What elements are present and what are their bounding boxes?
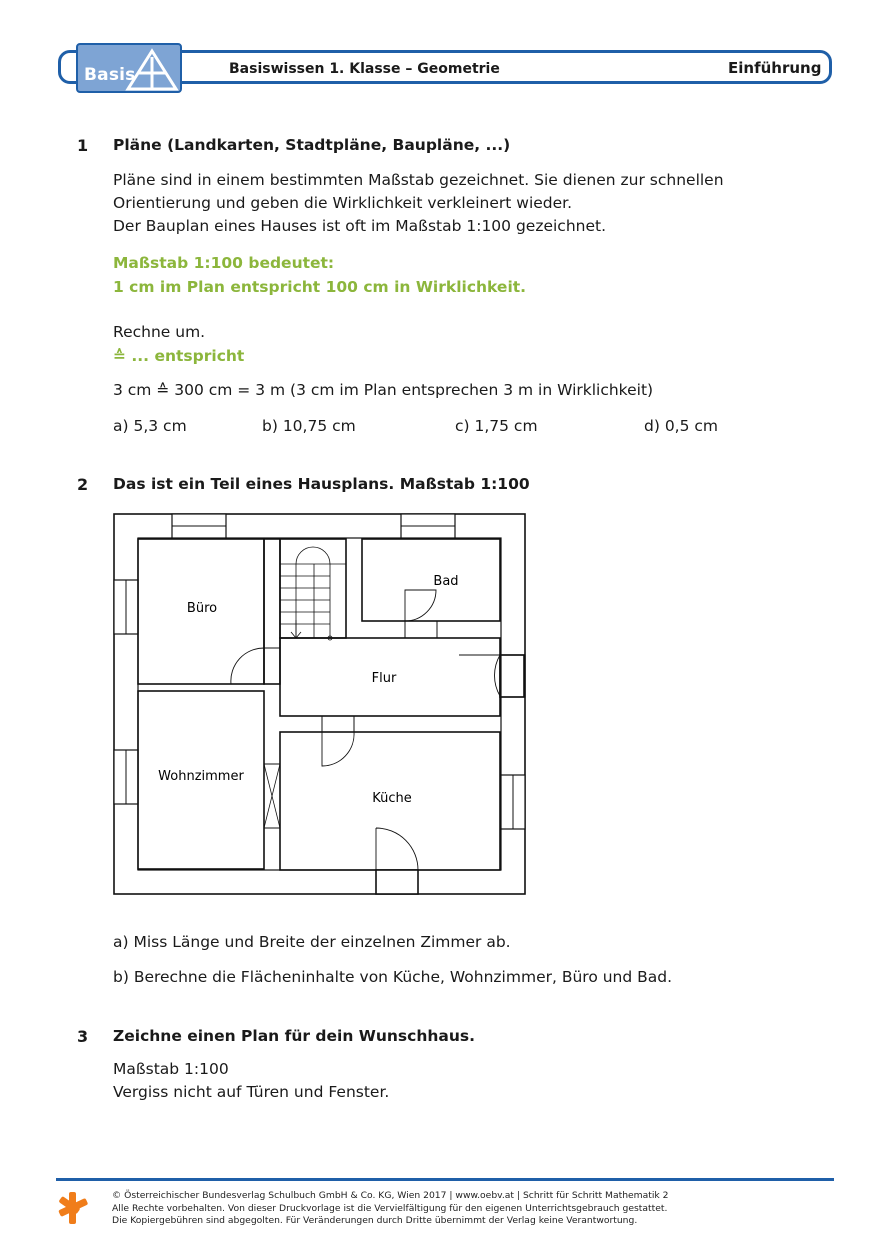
room-label-buero: Büro (186, 601, 218, 616)
scale-highlight (113, 251, 526, 299)
exercise-c: c) 1,75 cm (455, 417, 538, 435)
task-2-number: 2 (77, 475, 89, 494)
intro-line: Orientierung und geben die Wirklichkeit verkleinert wieder. (113, 194, 573, 212)
oebv-star-icon (56, 1190, 90, 1226)
task-3-line: Vergiss nicht auf Türen und Fenster. (113, 1083, 390, 1101)
task-2-heading: Das ist ein Teil eines Hausplans. Maßstab 1:100 (113, 475, 530, 493)
floor-plan (100, 500, 540, 910)
convert-label: Rechne um. (113, 323, 206, 341)
symbol-meaning: ... entspricht (131, 347, 245, 365)
intro-line: Pläne sind in einem bestimmten Maßstab gezeichnet. Sie dienen zur schnellen (113, 171, 724, 189)
task-1-intro (113, 169, 724, 238)
task-3-number: 3 (77, 1027, 89, 1046)
room-label-kueche: Küche (372, 791, 412, 806)
task-3-heading: Zeichne einen Plan für dein Wunschhaus. (113, 1027, 476, 1045)
exercise-d: d) 0,5 cm (644, 417, 719, 435)
symbol-legend (113, 344, 244, 368)
room-label-wohnzimmer: Wohnzimmer (158, 769, 244, 784)
exercise-a: a) 5,3 cm (113, 417, 187, 435)
task-1-heading: Pläne (Landkarten, Stadtpläne, Baupläne, ...) (113, 136, 511, 154)
example-line: 3 cm ≙ 300 cm = 3 m (3 cm im Plan entsprechen 3 m in Wirklichkeit) (113, 381, 654, 399)
task-3-body (113, 1058, 389, 1104)
intro-line: Der Bauplan eines Hauses ist oft im Maßstab 1:100 gezeichnet. (113, 217, 607, 235)
basis-logo (76, 43, 182, 93)
page-title: Basiswissen 1. Klasse – Geometrie (229, 61, 500, 77)
logo-text: Basis (84, 65, 136, 85)
footer-line: Alle Rechte vorbehalten. Von dieser Druckvorlage ist die Vervielfältigung für den eigenen Unterrichtsgebrauch gestattet. (112, 1202, 668, 1214)
task-3-line: Maßstab 1:100 (113, 1060, 229, 1078)
section-label: Einführung (728, 59, 822, 77)
room-label-flur: Flur (371, 671, 397, 686)
task-2-question-b: b) Berechne die Flächeninhalte von Küche, Wohnzimmer, Büro und Bad. (113, 968, 673, 986)
highlight-line: Maßstab 1:100 bedeutet: (113, 254, 335, 272)
highlight-line: 1 cm im Plan entspricht 100 cm in Wirklichkeit. (113, 278, 527, 296)
footer-divider (56, 1178, 834, 1181)
task-1-number: 1 (77, 136, 89, 155)
task-2-question-a: a) Miss Länge und Breite der einzelnen Zimmer ab. (113, 933, 511, 951)
footer-line: Die Kopiergebühren sind abgegolten. Für Veränderungen durch Dritte übernimmt der Verlag keine Verantwortung. (112, 1215, 638, 1226)
footer-copyright (112, 1190, 669, 1228)
footer-line: © Österreichischer Bundesverlag Schulbuch GmbH & Co. KG, Wien 2017 | www.oebv.at | Schritt für Schritt Mathematik 2 (112, 1190, 669, 1201)
room-label-bad: Bad (433, 574, 459, 589)
corresponds-symbol: ≙ (113, 347, 126, 365)
exercise-b: b) 10,75 cm (262, 417, 356, 435)
